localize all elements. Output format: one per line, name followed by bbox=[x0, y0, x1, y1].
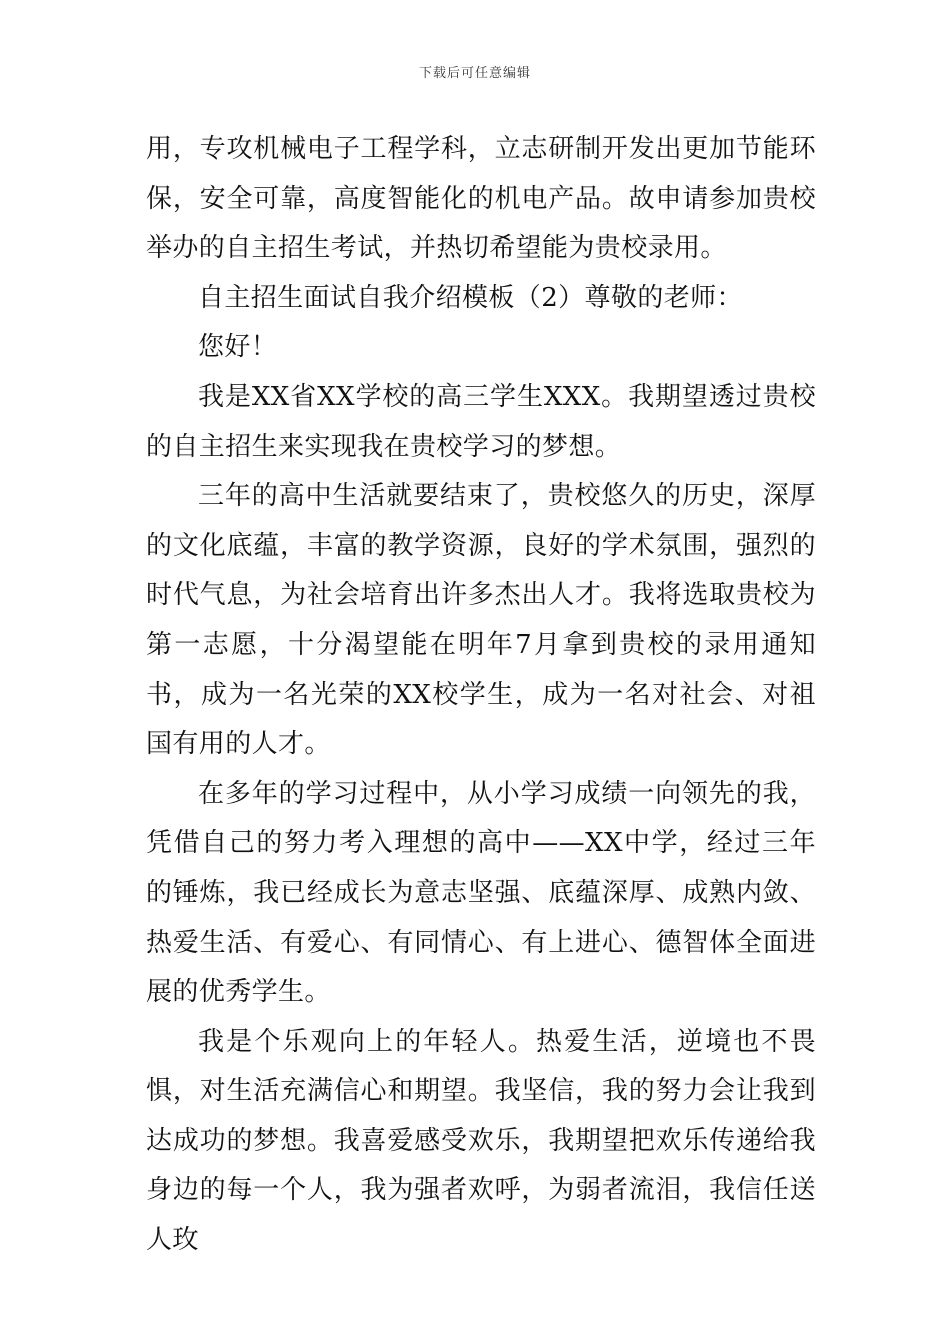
page-header-note: 下载后可任意编辑 bbox=[418, 66, 531, 81]
paragraph-study-experience: 在多年的学习过程中，从小学习成绩一向领先的我，凭借自己的努力考入理想的高中——XX中学，经过三年的锤炼，我已经成长为意志坚强、底蕴深厚、成熟内敛、热爱生活、有爱心、有同情心、有上进心、德智体全面进展的优秀学生。 bbox=[146, 778, 816, 1008]
paragraph-continuation: 用，专攻机械电子工程学科，立志研制开发出更加节能环保，安全可靠，高度智能化的机电产品。故申请参加贵校举办的自主招生考试，并热切希望能为贵校录用。 bbox=[146, 134, 816, 264]
paragraph-school-choice: 三年的高中生活就要结束了，贵校悠久的历史，深厚的文化底蕴，丰富的教学资源，良好的学术氛围，强烈的时代气息，为社会培育出许多杰出人才。我将选取贵校为第一志愿，十分渴望能在明年7月拿到贵校的录用通知书，成为一名光荣的XX校学生，成为一名对社会、对祖国有用的人才。 bbox=[146, 481, 816, 760]
paragraph-personality: 我是个乐观向上的年轻人。热爱生活，逆境也不畏惧，对生活充满信心和期望。我坚信，我的努力会让我到达成功的梦想。我喜爱感受欢乐，我期望把欢乐传递给我身边的每一个人，我为强者欢呼，为弱者流泪，我信任送人玫 bbox=[146, 1026, 816, 1256]
paragraph-introduction: 我是XX省XX学校的高三学生XXX。我期望透过贵校的自主招生来实现我在贵校学习的梦想。 bbox=[146, 381, 816, 462]
paragraph-greeting: 您好！ bbox=[198, 332, 278, 363]
document-body bbox=[146, 125, 816, 1266]
paragraph-section-title: 自主招生面试自我介绍模板（2）尊敬的老师： bbox=[198, 282, 743, 313]
